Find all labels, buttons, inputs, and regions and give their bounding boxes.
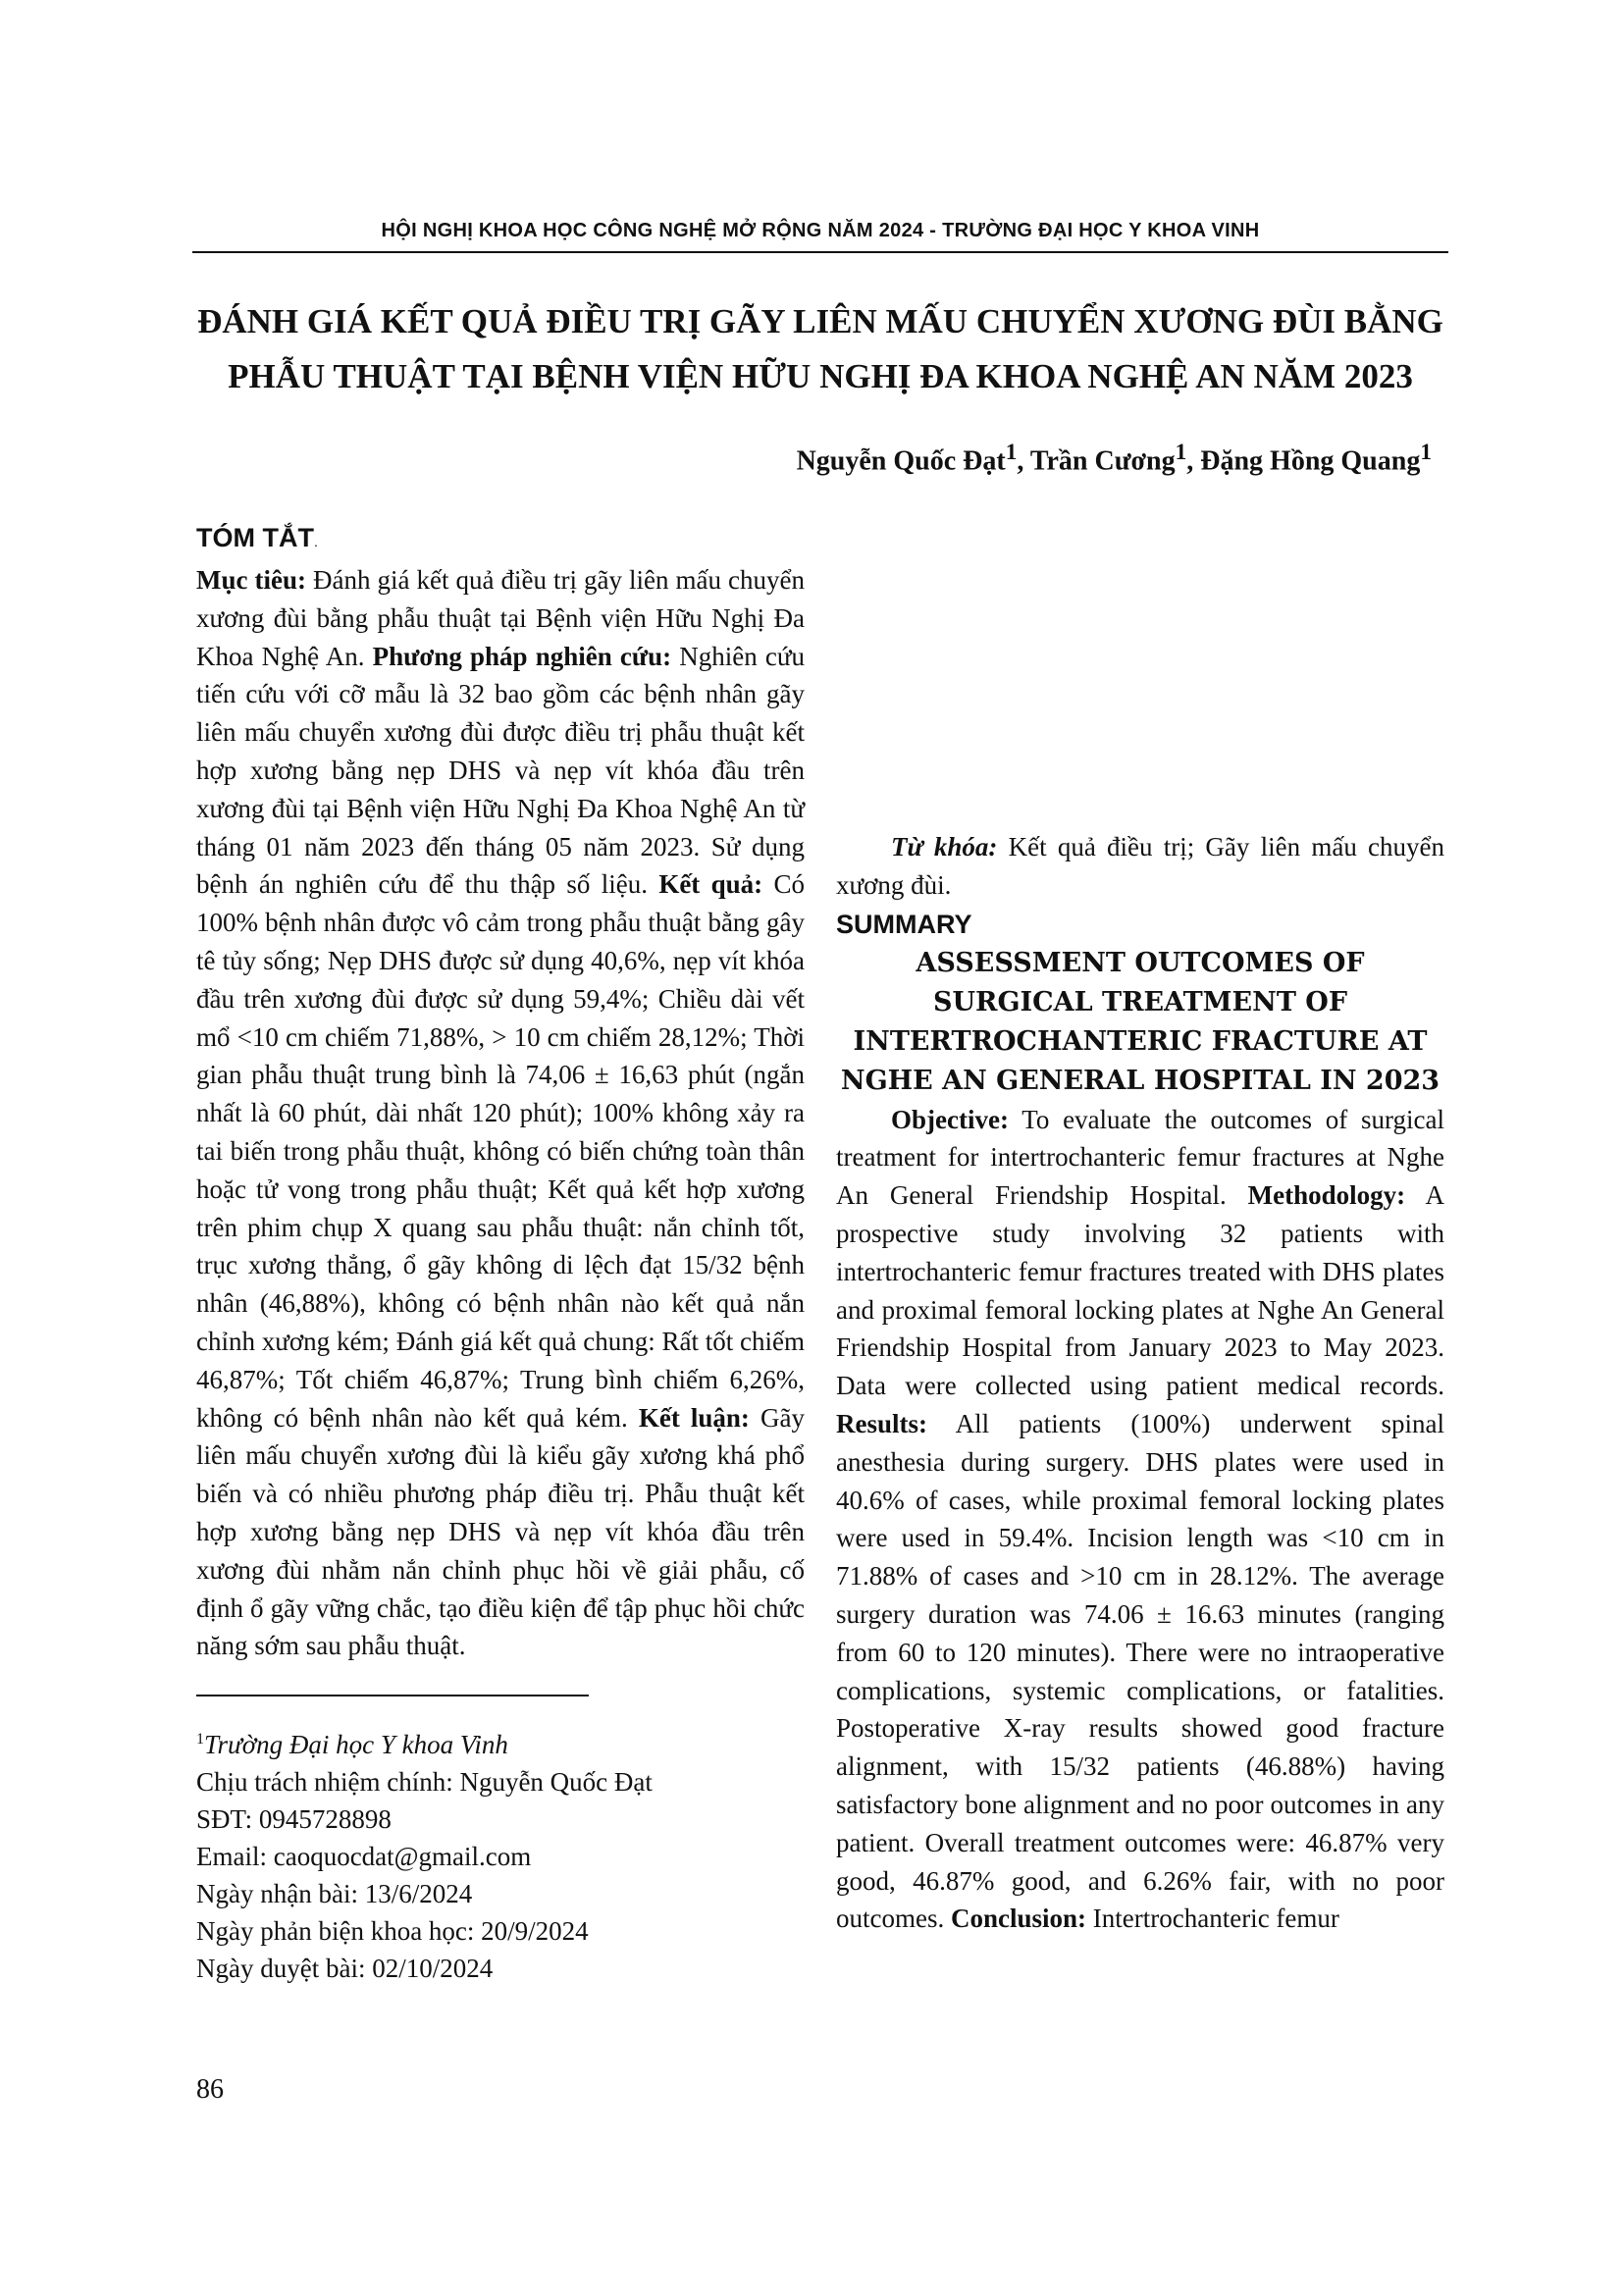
page-number: 86 [196,2074,224,2105]
affiliation-sup: 1 [196,1731,204,1748]
abstract-heading [196,518,805,561]
results-label: Kết quả: [658,869,763,900]
summary-objective-label: Objective: [891,1104,1009,1134]
summary-title [836,944,1444,1101]
summary-title-line: SURGICAL TREATMENT OF [933,986,1347,1018]
author-name: Đặng Hồng Quang [1200,445,1421,477]
conclusion-text: Gãy liên mấu chuyển xương đùi là kiểu gãy xương khá phổ biến và có nhiều phương pháp điều trị. Phẫu thuật kết hợp xương bằng nẹp DHS và nẹp vít khóa đầu trên xương đùi nhằm nắn chỉnh phục hồi về giải phẫu, cố định ổ gãy vững chắc, tạo điều kiện để tập phục hồi chức năng sớm sau phẫu thuật. [196,1402,805,1661]
summary-title-line: INTERTROCHANTERIC FRACTURE AT [853,1025,1428,1057]
author-affiliation-sup: 1 [1005,440,1018,465]
title-line-1: ĐÁNH GIÁ KẾT QUẢ ĐIỀU TRỊ GÃY LIÊN MẤU CHUYỂN XƯƠNG ĐÙI BẰNG [197,302,1443,340]
received-date: Ngày nhận bài: 13/6/2024 [196,1879,473,1908]
abstract-paragraph [196,561,805,1665]
summary-conclusion-label: Conclusion: [950,1904,1087,1934]
summary-heading: SUMMARY [836,909,972,939]
article-title [192,294,1448,404]
affiliation-footnote [196,1721,805,1763]
running-header: HỘI NGHỊ KHOA HỌC CÔNG NGHỆ MỞ RỘNG NĂM 2024 - TRƯỜNG ĐẠI HỌC Y KHOA VINH [381,220,1260,241]
summary-results-label: Results: [836,1408,927,1438]
objective-text: Đánh giá kết quả điều trị gãy liên mấu chuyển xương đùi bằng phẫu thuật tại Bệnh viện Hữu Nghị Đa Khoa Nghệ An. [196,565,806,671]
summary-conclusion-text: Intertrochanteric femur [1086,1904,1339,1934]
conclusion-label: Kết luận: [638,1402,750,1433]
methods-label: Phương pháp nghiên cứu: [372,641,672,671]
reviewed-date: Ngày phản biện khoa học: 20/9/2024 [196,1916,589,1946]
summary-paragraph [836,1101,1444,1939]
abstract-heading-dot: . [313,534,318,549]
summary-results-text: All patients (100%) underwent spinal anesthesia during surgery. DHS plates were used in 40.6% of cases, while proximal femoral locking plates were used in 59.4%. Incision length was <10 cm in 71.88% of cases and >10 cm in 28.12%. The average surgery duration was 74.06 ± 16.63 minutes (ranging from 60 to 120 minutes). There were no intraoperative complications, systemic complications, or fatalities. Postoperative X-ray results showed good fracture alignment, with 15/32 patients (46.88%) having satisfactory bone alignment and no poor outcomes in any patient. Overall treatment outcomes were: 46.87% very good, 46.87% good, and 6.26% fair, with no poor outcomes. [836,1408,1444,1934]
email-address: Email: caoquocdat@gmail.com [196,1842,532,1871]
keywords-label: Từ khóa: [891,832,998,861]
author-name: Nguyễn Quốc Đạt [796,445,1006,477]
objective-label: Mục tiêu: [196,565,306,595]
footnotes [196,1721,805,1987]
keywords-paragraph [836,828,1444,905]
summary-objective-text: To evaluate the outcomes of surgical treatment for intertrochanteric femur fractures at Nghe An General Friendship Hospital. [836,1104,1444,1211]
methods-text: Nghiên cứu tiến cứu với cỡ mẫu là 32 bao gồm các bệnh nhân gãy liên mấu chuyển xương đùi được điều trị phẫu thuật kết hợp xương bằng nẹp DHS và nẹp vít khóa đầu trên xương đùi tại Bệnh viện Hữu Nghị Đa Khoa Nghệ An từ tháng 01 năm 2023 đến tháng 05 năm 2023. Sử dụng bệnh án nghiên cứu để thu thập số liệu. [196,641,805,900]
author-affiliation-sup: 1 [1175,440,1187,465]
author-name: Trần Cương [1029,445,1176,477]
keywords-text: Kết quả điều trị; Gãy liên mấu chuyển xương đùi. [836,832,1444,900]
author-affiliation-sup: 1 [1420,440,1432,465]
summary-title-line: NGHE AN GENERAL HOSPITAL IN 2023 [840,1065,1441,1096]
author-separator: , [1186,445,1201,477]
footnote-rule [196,1695,589,1696]
affiliation-text: Trường Đại học Y khoa Vinh [204,1730,508,1759]
header-rule [192,251,1448,253]
summary-title-line: ASSESSMENT OUTCOMES OF [916,947,1365,978]
responsible-author: Chịu trách nhiệm chính: Nguyễn Quốc Đạt [196,1767,653,1797]
author-separator: , [1017,445,1030,477]
phone-number: SĐT: 0945728898 [196,1804,392,1834]
summary-methods-label: Methodology: [1247,1180,1406,1211]
right-column [836,516,1444,1938]
summary-methods-text: A prospective study involving 32 patients with intertrochanteric femur fractures treated with DHS plates and proximal femoral locking plates at Nghe An General Friendship Hospital from January 2023 to May 2023. Data were collected using patient medical records. [836,1180,1444,1401]
abstract-heading-text: TÓM TẮT [196,523,314,552]
approved-date: Ngày duyệt bài: 02/10/2024 [196,1954,494,1983]
left-column [196,518,805,1665]
author-list [797,440,1432,477]
title-line-2: PHẪU THUẬT TẠI BỆNH VIỆN HỮU NGHỊ ĐA KHOA NGHỆ AN NĂM 2023 [228,357,1413,395]
abstract-continuation-spacer [836,516,1444,820]
results-text: Có 100% bệnh nhân được vô cảm trong phẫu thuật bằng gây tê tủy sống; Nẹp DHS được sử dụng 40,6%, nẹp vít khóa đầu trên xương đùi được sử dụng 59,4%; Chiều dài vết mổ <10 cm chiếm 71,88%, > 10 cm chiếm 28,12%; Thời gian phẫu thuật trung bình là 74,06 ± 16,63 phút (ngắn nhất là 60 phút, dài nhất 120 phút); 100% không xảy ra tai biến trong phẫu thuật, không có biến chứng toàn thân hoặc tử vong trong phẫu thuật; Kết quả kết hợp xương trên phim chụp X quang sau phẫu thuật: nắn chỉnh tốt, trục xương thẳng, ổ gãy không di lệch đạt 15/32 bệnh nhân (46,88%), không có bệnh nhân nào kết quả nắn chỉnh xương kém; Đánh giá kết quả chung: Rất tốt chiếm 46,87%; Tốt chiếm 46,87%; Trung bình chiếm 6,26%, không có bệnh nhân nào kết quả kém. [196,869,806,1433]
